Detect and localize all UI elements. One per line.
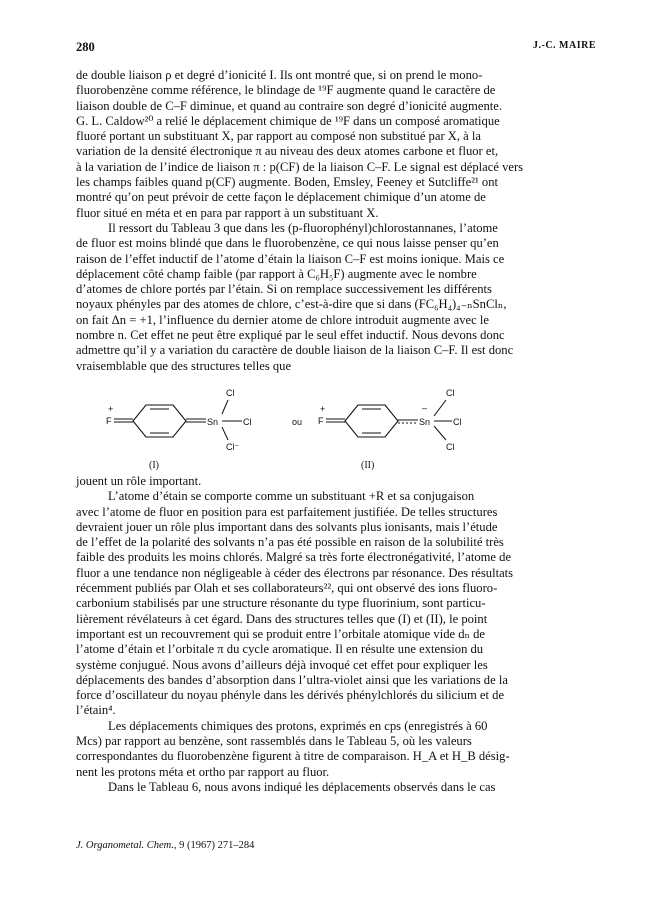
text-line: devraient jouer un rôle plus important dans des solvants plus ionisants, mais l’étude	[76, 519, 498, 534]
text-line: les champs faibles quand p(CF) augmente. Boden, Emsley, Feeney et Sutcliffe²¹ ont	[76, 175, 499, 190]
text-line: de l’effet de la polarité des solvants n’a pas été possible en raison de la solubilité très	[76, 535, 504, 550]
text-line: montré qu’on peut prévoir de cette façon le déplacement chimique d’un atome de	[76, 190, 486, 205]
s1-cl-top: Cl	[226, 387, 235, 398]
s1-tin: Sn	[207, 416, 219, 427]
s1-fluorine: F	[106, 415, 112, 426]
s2-fplus: +	[320, 403, 326, 414]
s2-cl-bottom: Cl	[446, 441, 455, 452]
text-line: Dans le Tableau 6, nous avons indiqué les déplacements observés dans le cas	[108, 779, 496, 794]
paragraph-1	[76, 68, 596, 221]
journal-citation: 9 (1967) 271–284	[176, 840, 255, 851]
s2-tin: Sn	[419, 416, 431, 427]
s2-tin-minus: –	[422, 402, 428, 413]
text-line: correspondantes du fluorobenzène figurent à titre de comparaison. H_A et H_B désig-	[76, 749, 510, 764]
s1-cl-right: Cl	[243, 416, 252, 427]
text-line: jouent un rôle important.	[76, 473, 202, 488]
s2-cl-right: Cl	[453, 416, 462, 427]
text-line: admettre qu’il y a variation du caractère de double liaison de la liaison C–F. Il est donc	[76, 343, 514, 358]
paragraph-5	[76, 719, 596, 780]
text-line: variation de la densité électronique π au niveau des deux atomes carbone et fluor et,	[76, 144, 499, 159]
text-line: fluoré portant un substituant X, par rapport au composé non substitué par X, à la	[76, 129, 482, 144]
text-line: de fluor est moins blindé que dans le fluorobenzène, ce qui nous laisse penser qu’en	[76, 236, 499, 251]
structure-1	[106, 388, 252, 452]
text-line: nombre n. Cet effet ne peut être expliqué par le seul effet inductif. Nous devons donc	[76, 328, 505, 343]
paragraph-2	[76, 221, 596, 374]
text-line: système conjugué. Nous avons d’ailleurs déjà invoqué cet effet pour expliquer les	[76, 657, 488, 672]
page	[76, 40, 596, 795]
text-line: force d’oscillateur du noyau phényle dans les dérivés phénylchlorés du silicium et de	[76, 688, 505, 703]
text-line: G. L. Caldow²⁰ a relié le déplacement chimique de ¹⁹F dans un composé aromatique	[76, 113, 500, 128]
structure-label-2: (II)	[361, 459, 375, 471]
page-number: 280	[76, 40, 95, 54]
text-line: déplacements des bandes d’absorption dans l’ultra-violet ainsi que les variations de la	[76, 672, 508, 687]
text-line: l’étain⁴.	[76, 703, 116, 718]
text-line: fluor a une tendance non négligeable à céder des électrons par résonance. Des résultats	[76, 565, 514, 580]
paragraph-3	[76, 474, 596, 489]
text-line: carbonium stabilisés par une structure résonante du type fluorinium, sont particu-	[76, 596, 486, 611]
text-line: liaison double de C–F diminue, et quand au contraire son degré d’ionicité augmente.	[76, 98, 502, 113]
text-line: important est un recouvrement qui se produit entre l’orbitale atomique vide dₙ de	[76, 626, 486, 641]
text-line: récemment publiés par Olah et ses collaborateurs²², qui ont observé des ions fluoro-	[76, 581, 498, 596]
paragraph-4	[76, 489, 596, 718]
s2-fluorine: F	[318, 415, 324, 426]
text-line: avec l’atome de fluor en position para est parfaitement justifiée. De telles structures	[76, 504, 498, 519]
text-line: déplacement côté champ faible (par rapport à C₆H₅F) augmente avec le nombre	[76, 266, 477, 281]
s1-fplus: +	[108, 403, 114, 414]
text-line: faible des produits les moins chlorés. Malgré sa très forte électronégativité, l’atome de	[76, 550, 512, 565]
text-line: Mcs) par rapport au benzène, sont rassemblés dans le Tableau 5, où les valeurs	[76, 733, 472, 748]
text-line: Les déplacements chimiques des protons, exprimés en cps (enregistrés à 60	[108, 718, 488, 733]
journal-footer	[76, 840, 254, 851]
structure-2	[318, 388, 462, 452]
body-text	[76, 68, 596, 795]
running-author: J.-C. MAIRE	[533, 40, 596, 51]
text-line: lièrement révélateurs à cet égard. Dans des structures telles que (I) et (II), le point	[76, 611, 488, 626]
text-line: L’atome d’étain se comporte comme un substituant +R et sa conjugaison	[108, 489, 475, 504]
structures-figure	[76, 378, 596, 474]
s1-ring	[133, 405, 186, 437]
structure-label-1: (I)	[149, 459, 159, 471]
text-line: raison de l’effet inductif de l’atome d’étain la liaison C–F est moins ionique. Mais ce	[76, 251, 505, 266]
s1-cl-bottom: Cl⁻	[226, 441, 240, 452]
s2-cl-top: Cl	[446, 387, 455, 398]
journal-name: J. Organometal. Chem.,	[76, 840, 177, 851]
running-header	[76, 40, 596, 68]
or-word: ou	[292, 416, 303, 427]
text-line: d’atomes de chlore portés par l’étain. Si on remplace successivement les différents	[76, 282, 492, 297]
text-line: nent les protons méta et ortho par rapport au fluor.	[76, 764, 330, 779]
text-line: noyaux phényles par des atomes de chlore, c’est-à-dire que si dans (FC₆H₄)₄₋ₙSnClₙ,	[76, 297, 507, 312]
text-line: fluorobenzène comme référence, le blindage de ¹⁹F augmente quand le caractère de	[76, 83, 496, 98]
text-line: on fait Δn = +1, l’influence du dernier atome de chlore introduit augmente avec le	[76, 312, 489, 327]
text-line: fluor situé en méta et en para par rapport à un substituant X.	[76, 205, 379, 220]
text-line: de double liaison ρ et degré d’ionicité I. Ils ont montré que, si on prend le mono-	[76, 68, 483, 82]
text-line: à la variation de l’indice de liaison π : p(CF) de la liaison C–F. Le signal est déplacé vers	[76, 159, 524, 174]
paragraph-6	[76, 780, 596, 795]
text-line: Il ressort du Tableau 3 que dans les (p-fluorophényl)chlorostannanes, l’atome	[108, 220, 498, 235]
text-line: vraisemblable que des structures telles que	[76, 358, 292, 373]
s2-ring	[345, 405, 398, 437]
text-line: l’atome d’étain et l’orbitale π du cycle aromatique. Il en résulte une extension du	[76, 642, 484, 657]
